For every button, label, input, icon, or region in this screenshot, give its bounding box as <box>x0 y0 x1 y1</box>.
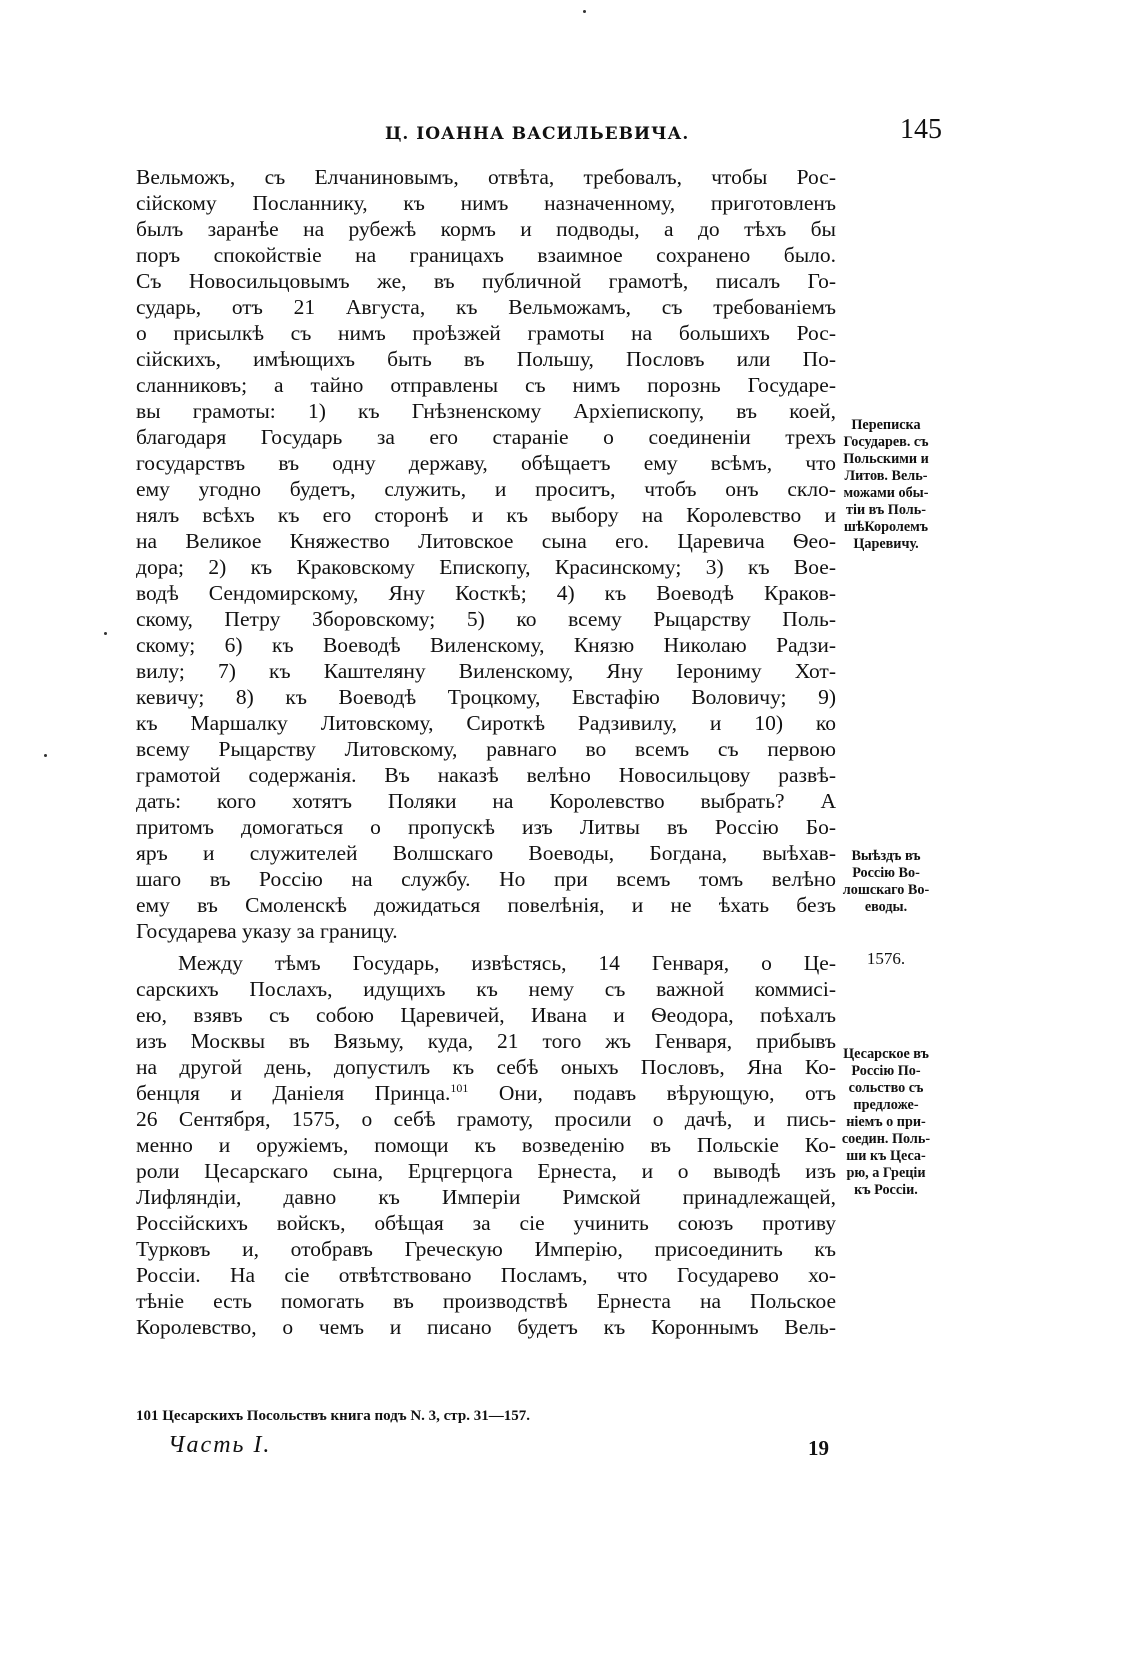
running-head: Ц. ІОАННА ВАСИЛЬЕВИЧА. <box>385 124 690 144</box>
text-line: дать: кого хотятъ Поляки на Королевство выбрать? А <box>136 789 836 813</box>
text-line: Между тѣмъ Государь, извѣстясь, 14 Генваря, о Це- <box>178 951 836 975</box>
margin-line: тіи въ Поль- <box>846 502 926 518</box>
page-header <box>0 114 1140 154</box>
text-line: благодаря Государь за его стараніе о соединеніи трехъ <box>136 425 836 449</box>
sheet-number: 19 <box>808 1436 829 1460</box>
text-line: вилу; 7) къ Каштеляну Виленскому, Яну Іерониму Хот- <box>136 659 836 683</box>
text-line: сланниковъ; а тайно отправлены съ нимъ порознь Государе- <box>136 373 836 397</box>
text-line: ему въ Смоленскѣ дожидаться повелѣнія, и не ѣхать безъ <box>136 893 836 917</box>
text-line: къ Маршалку Литовскому, Сироткѣ Радзивилу, и 10) ко <box>136 711 836 735</box>
text-line: Россійскихъ войскъ, обѣщая за сіе учинить союзъ противу <box>136 1211 836 1235</box>
text-line: роли Цесарскаго сына, Ерцгерцога Ернеста, и о выводѣ изъ <box>136 1159 836 1183</box>
margin-year: 1576. <box>866 949 906 968</box>
text-line: вы грамоты: 1) къ Гнѣзненскому Архіепископу, въ коей, <box>136 399 836 423</box>
margin-line: лошскаго Во- <box>842 882 930 898</box>
text-line: шаго въ Россію на службу. Но при всемъ томъ велѣно <box>136 867 836 891</box>
margin-line: Переписка <box>851 417 921 433</box>
margin-note-embassy <box>830 1046 942 1199</box>
margin-note-voivode <box>830 848 942 916</box>
text-line: на другой день, допустилъ къ себѣ оныхъ Пословъ, Яна Ко- <box>136 1055 836 1079</box>
text-line: всему Рыцарству Литовскому, равнаго во всемъ съ первою <box>136 737 836 761</box>
text-line: на Великое Княжество Литовское сына его. Царевича Ѳео- <box>136 529 836 553</box>
text-line: Съ Новосильцовымъ же, въ публичной грамотѣ, писалъ Го- <box>136 269 836 293</box>
text-line: притомъ домогаться о пропускѣ изъ Литвы въ Россію Бо- <box>136 815 836 839</box>
text-line: Государева указу за границу. <box>136 919 398 943</box>
margin-line: предложе- <box>853 1097 919 1113</box>
margin-line: ши къ Цеса- <box>846 1148 926 1164</box>
text-line: водѣ Сендомирскому, Яну Косткѣ; 4) къ Воеводѣ Краков- <box>136 581 836 605</box>
text-line: былъ заранѣе на рубежѣ кормъ и подводы, а до тѣхъ бы <box>136 217 836 241</box>
text-line: сійскому Посланнику, къ нимъ назначенному, приготовленъ <box>136 191 836 215</box>
text-line: Турковъ и, отобравъ Греческую Имперію, присоединить къ <box>136 1237 836 1261</box>
text-line: изъ Москвы въ Вязьму, куда, 21 того жъ Генваря, прибывъ <box>136 1029 836 1053</box>
margin-line: Царевичу. <box>853 536 919 552</box>
text-line: Россіи. На сіе отвѣтствовано Посламъ, что Государево хо- <box>136 1263 836 1287</box>
text-line: кевичу; 8) къ Воеводѣ Троцкому, Евстафію Воловичу; 9) <box>136 685 836 709</box>
text-line: сійскихъ, имѣющихъ быть въ Польшу, Пословъ или По- <box>136 347 836 371</box>
text-line: Лифляндіи, давно къ Имперіи Римской принадлежащей, <box>136 1185 836 1209</box>
text-line: ею, взявъ съ собою Царевичей, Ивана и Ѳеодора, поѣхалъ <box>136 1003 836 1027</box>
text-line: государствъ въ одну державу, обѣщаетъ ему всѣмъ, что <box>136 451 836 475</box>
print-speck <box>44 754 47 757</box>
margin-line: сольство съ <box>848 1080 924 1096</box>
margin-line: Цесарское въ <box>843 1046 929 1062</box>
line-start: бенцля и Даніеля Принца. <box>136 1081 451 1105</box>
text-line: скому, Петру Зборовскому; 5) ко всему Рыцарству Поль- <box>136 607 836 631</box>
text-line: яръ и служителей Волшскаго Воеводы, Богдана, выѣхав- <box>136 841 836 865</box>
text-line: нялъ всѣхъ къ его сторонѣ и къ выбору на Королевство и <box>136 503 836 527</box>
print-speck <box>583 10 586 13</box>
margin-line: Россію По- <box>851 1063 921 1079</box>
margin-line: Литов. Вель- <box>844 468 928 484</box>
text-line: скому; 6) къ Воеводѣ Виленскому, Князю Николаю Радзи- <box>136 633 836 657</box>
print-speck <box>104 632 107 635</box>
footnote-ref: 101 <box>450 1080 469 1095</box>
signature-mark: Часть I. <box>168 1432 272 1458</box>
text-line: поръ спокойствіе на границахъ взаимное сохранено было. <box>136 243 836 267</box>
margin-line: соедин. Поль- <box>841 1131 931 1147</box>
text-line: 26 Сентября, 1575, о себѣ грамоту, просили о дачѣ, и пись- <box>136 1107 836 1131</box>
margin-line: Выѣздъ въ <box>851 848 921 864</box>
text-line: ему угодно будетъ, служить, и проситъ, чтобъ онъ скло- <box>136 477 836 501</box>
page-number: 145 <box>900 114 942 145</box>
text-line: сарскихъ Послахъ, идущихъ къ нему съ важной коммисі- <box>136 977 836 1001</box>
text-line: грамотой содержанія. Въ наказѣ велѣно Новосильцову развѣ- <box>136 763 836 787</box>
text-line: менно и оружіемъ, помощи къ возведенію въ Польскіе Ко- <box>136 1133 836 1157</box>
margin-note-correspondence <box>830 417 942 553</box>
margin-line: ніемъ о при- <box>846 1114 926 1130</box>
text-line: Королевство, о чемъ и писано будетъ къ Короннымъ Вель- <box>136 1315 836 1339</box>
margin-line: рю, а Греціи <box>846 1165 926 1181</box>
text-line: Вельможъ, съ Елчаниновымъ, отвѣта, требовалъ, чтобы Рос- <box>136 165 836 189</box>
line-end: Они, подавъ вѣрующую, отъ <box>468 1081 836 1105</box>
margin-line: Государев. съ <box>843 434 929 450</box>
margin-line: можами обы- <box>843 485 929 501</box>
margin-line: Польскими и <box>843 451 929 467</box>
margin-line: къ Россіи. <box>854 1182 918 1198</box>
text-line: тѣніе есть помогать въ производствѣ Ернеста на Польское <box>136 1289 836 1313</box>
margin-line: шѣКоролемъ <box>843 519 929 535</box>
text-line: дора; 2) къ Краковскому Епископу, Красинскому; 3) къ Вое- <box>136 555 836 579</box>
text-line: о присылкѣ съ нимъ проѣзжей грамоты на большихъ Рос- <box>136 321 836 345</box>
text-line: сударь, отъ 21 Августа, къ Вельможамъ, съ требованіемъ <box>136 295 836 319</box>
margin-line: еводы. <box>864 899 908 915</box>
margin-line: Россію Во- <box>852 865 920 881</box>
footnote: 101 Цесарскихъ Посольствъ книга подъ N. 3, стр. 31—157. <box>136 1408 530 1424</box>
